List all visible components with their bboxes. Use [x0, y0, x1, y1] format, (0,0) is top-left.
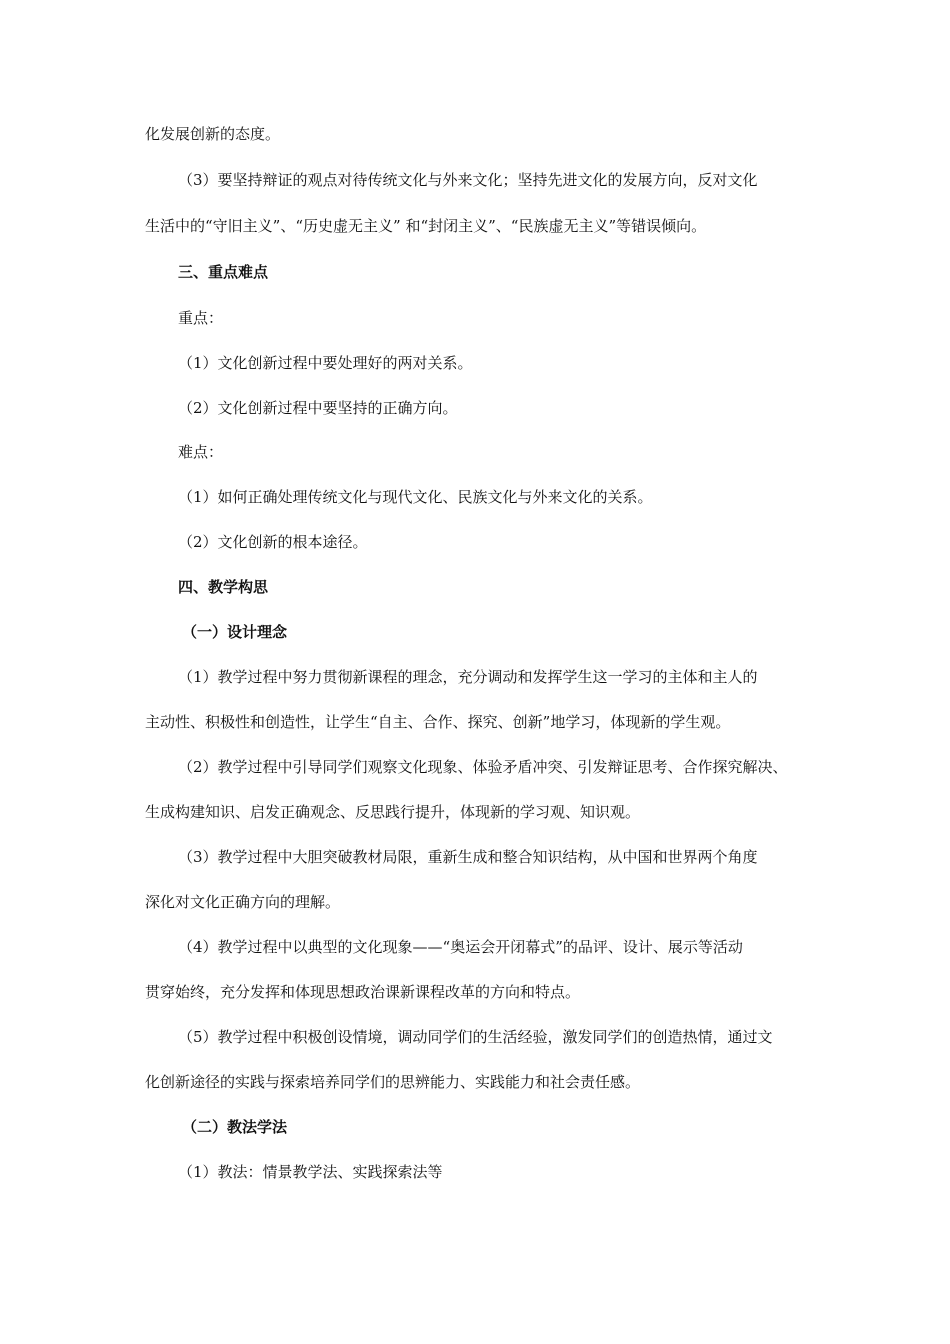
- teaching-method-1: （1）教法：情景教学法、实践探索法等: [178, 1163, 443, 1181]
- concept-4-line-1: （4）教学过程中以典型的文化现象——“奥运会开闭幕式”的品评、设计、展示等活动: [178, 938, 743, 956]
- concept-2-line-1: （2）教学过程中引导同学们观察文化现象、体验矛盾冲突、引发辩证思考、合作探究解决、: [178, 758, 788, 776]
- concept-3-line-2: 深化对文化正确方向的理解。: [145, 893, 341, 911]
- concept-5-line-1: （5）教学过程中积极创设情境，调动同学们的生活经验，激发同学们的创造热情，通过文: [178, 1028, 773, 1046]
- list-item-3-line-1: （3）要坚持辩证的观点对待传统文化与外来文化；坚持先进文化的发展方向，反对文化: [178, 171, 758, 189]
- key-points-label: 重点：: [178, 309, 224, 327]
- concept-3-line-1: （3）教学过程中大胆突破教材局限，重新生成和整合知识结构，从中国和世界两个角度: [178, 848, 758, 866]
- concept-1-line-1: （1）教学过程中努力贯彻新课程的理念，充分调动和发挥学生这一学习的主体和主人的: [178, 668, 758, 686]
- concept-1-line-2: 主动性、积极性和创造性，让学生“自主、合作、探究、创新”地学习，体现新的学生观。: [145, 713, 731, 731]
- difficult-points-label: 难点：: [178, 443, 224, 461]
- list-item-3-line-2: 生活中的“守旧主义”、“历史虚无主义” 和“封闭主义”、“民族虚无主义”等错误倾向。: [145, 217, 707, 235]
- section-heading-teaching-design: 四、教学构思: [178, 578, 269, 596]
- paragraph-continuation: 化发展创新的态度。: [145, 125, 281, 143]
- subsection-heading-teaching-methods: （二）教法学法: [182, 1118, 288, 1136]
- key-point-2: （2）文化创新过程中要坚持的正确方向。: [178, 399, 458, 417]
- concept-5-line-2: 化创新途径的实践与探索培养同学们的思辨能力、实践能力和社会责任感。: [145, 1073, 641, 1091]
- difficult-point-2: （2）文化创新的根本途径。: [178, 533, 368, 551]
- section-heading-key-difficult-points: 三、重点难点: [178, 263, 269, 281]
- concept-2-line-2: 生成构建知识、启发正确观念、反思践行提升，体现新的学习观、知识观。: [145, 803, 641, 821]
- concept-4-line-2: 贯穿始终，充分发挥和体现思想政治课新课程改革的方向和特点。: [145, 983, 581, 1001]
- key-point-1: （1）文化创新过程中要处理好的两对关系。: [178, 354, 473, 372]
- difficult-point-1: （1）如何正确处理传统文化与现代文化、民族文化与外来文化的关系。: [178, 488, 653, 506]
- subsection-heading-design-concept: （一）设计理念: [182, 623, 288, 641]
